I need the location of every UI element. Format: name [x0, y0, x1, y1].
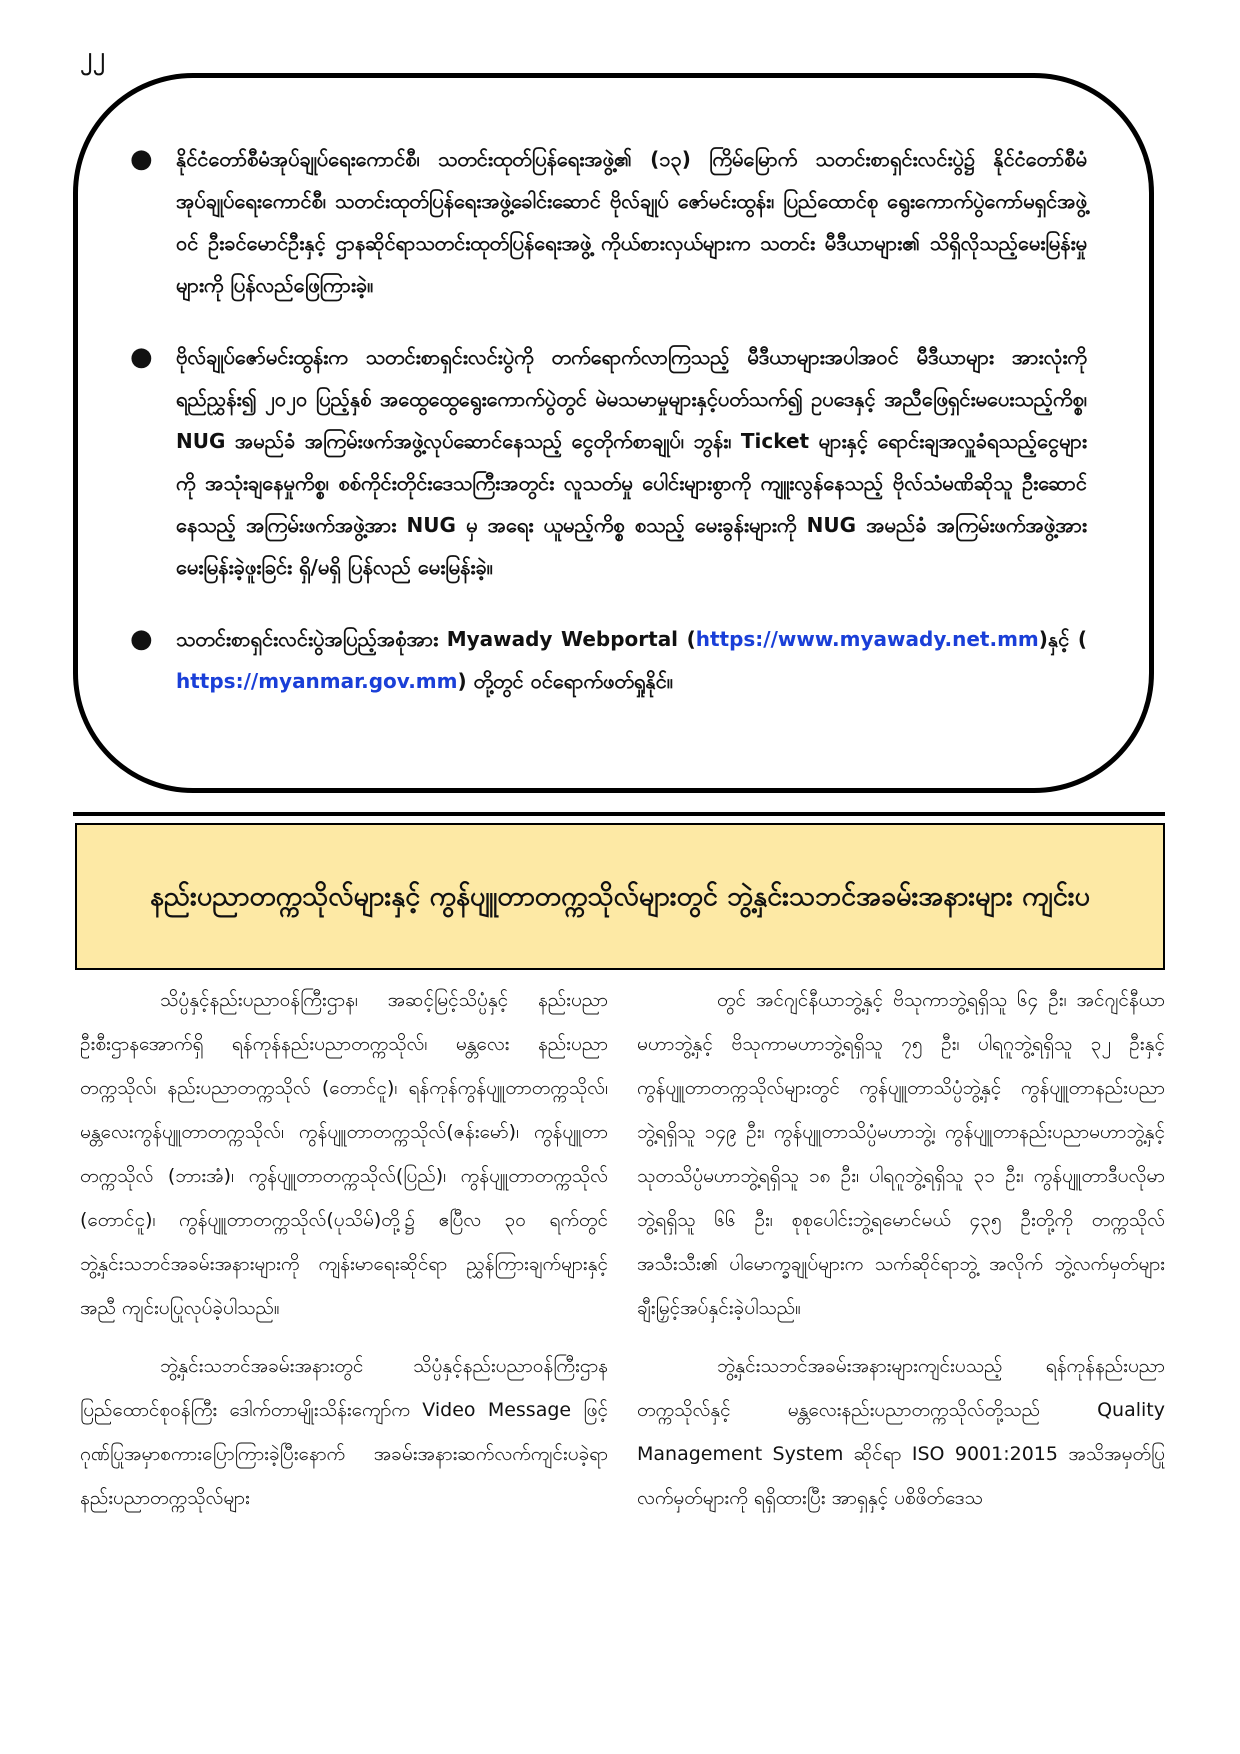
paragraph: သိပ္ပံနှင့်နည်းပညာဝန်ကြီးဌာန၊ အဆင့်မြင့်သိပ္ပံနှင့် နည်းပညာဦးစီးဌာနအောက်ရှိ ရန်ကုန်နည်းပညာတက္ကသိုလ်၊ မန္တလေး နည်းပညာတက္ကသိုလ်၊ နည်းပညာတက္ကသိုလ် (တောင်ငူ)၊ ရန်ကုန်ကွန်ပျူတာတက္ကသိုလ်၊ မန္တလေးကွန်ပျူတာတက္ကသိုလ်၊ ကွန်ပျူတာတက္ကသိုလ်(ဇန်းမော်)၊ ကွန်ပျူတာတက္ကသိုလ် (ဘားအံ)၊ ကွန်ပျူတာတက္ကသိုလ်(ပြည်)၊ ကွန်ပျူတာတက္ကသိုလ် (တောင်ငူ)၊ ကွန်ပျူတာတက္ကသိုလ်(ပုသိမ်)တို့၌ ဧပြီလ ၃၀ ရက်တွင် ဘွဲ့နှင်းသဘင်အခမ်းအနားများကို ကျန်းမာရေးဆိုင်ရာ ညွှန်ကြားချက်များနှင့်အညီ ကျင်းပပြုလုပ်ခဲ့ပါသည်။ [80, 989, 608, 1319]
bullet-text: )နှင့် ( [1038, 627, 1087, 651]
paragraph: တွင် အင်ဂျင်နီယာဘွဲ့နှင့် ဗိသုကာဘွဲ့ရရှိသူ ၆၄ ဦး၊ အင်ဂျင်နီယာမဟာဘွဲ့နှင့် ဗိသုကာမဟာဘွဲ့ရရှိသူ ၇၅ ဦး၊ ပါရဂူဘွဲ့ရရှိသူ ၃၂ ဦးနှင့် ကွန်ပျူတာတက္ကသိုလ်များတွင် ကွန်ပျူတာသိပ္ပံဘွဲ့နှင့် ကွန်ပျူတာနည်းပညာဘွဲ့ရရှိသူ ၁၄၉ ဦး၊ ကွန်ပျူတာသိပ္ပံမဟာဘွဲ့၊ ကွန်ပျူတာနည်းပညာမဟာဘွဲ့နှင့် သုတသိပ္ပံမဟာဘွဲ့ရရှိသူ ၁၈ ဦး၊ ပါရဂူဘွဲ့ရရှိသူ ၃၁ ဦး၊ ကွန်ပျူတာဒီပလိုမာဘွဲ့ရရှိသူ ၆၆ ဦး၊ စုစုပေါင်းဘွဲ့ရမောင်မယ် ၄၃၅ ဦးတို့ကို တက္ကသိုလ်အသီးသီး၏ ပါမောက္ခချုပ်များက သက်ဆိုင်ရာဘွဲ့ အလိုက် ဘွဲ့လက်မှတ်များ ချီးမြှင့်အပ်နှင်းခဲ့ပါသည်။ [637, 989, 1165, 1319]
page-number: ၂၂ [80, 42, 106, 70]
right-column [637, 978, 1165, 1718]
bullet-icon: ● [130, 624, 153, 654]
myawady-link[interactable]: https://www.myawady.net.mm [695, 627, 1039, 651]
bullet-list [130, 138, 1087, 702]
bullet-text: နိုင်ငံတော်စီမံအုပ်ချုပ်ရေးကောင်စီ၊ သတင်းထုတ်ပြန်ရေးအဖွဲ့၏ (၁၃) ကြိမ်မြောက် သတင်းစာရှင်းလင်းပွဲ၌ နိုင်ငံတော်စီမံအုပ်ချုပ်ရေးကောင်စီ၊ သတင်းထုတ်ပြန်ရေးအဖွဲ့ခေါင်းဆောင် ဗိုလ်ချုပ် ဇော်မင်းထွန်း၊ ပြည်ထောင်စု ရွေးကောက်ပွဲကော်မရှင်အဖွဲ့ဝင် ဦးခင်မောင်ဦးနှင့် ဌာနဆိုင်ရာသတင်းထုတ်ပြန်ရေးအဖွဲ့ ကိုယ်စားလှယ်များက သတင်း မီဒီယာများ၏ သိရှိလိုသည့်မေးမြန်းမှုများကို ပြန်လည်ဖြေကြားခဲ့။ [176, 147, 1087, 297]
bullet-text: သတင်းစာရှင်းလင်းပွဲအပြည့်အစုံအား Myawady Webportal ( [176, 627, 696, 651]
paragraph: ဘွဲ့နှင်းသဘင်အခမ်းအနားများကျင်းပသည့် ရန်ကုန်နည်းပညာတက္ကသိုလ်နှင့် မန္တလေးနည်းပညာတက္ကသိုလ်တို့သည် Quality Management System ဆိုင်ရာ ISO 9001:2015 အသိအမှတ်ပြုလက်မှတ်များကို ရရှိထားပြီး အာရှနှင့် ပစိဖိတ်ဒေသ [637, 1355, 1165, 1509]
paragraph: ဘွဲ့နှင်းသဘင်အခမ်းအနားတွင် သိပ္ပံနှင့်နည်းပညာဝန်ကြီးဌာန ပြည်ထောင်စုဝန်ကြီး ဒေါက်တာမျိုးသိန်းကျော်က Video Message ဖြင့် ဂုဏ်ပြုအမှာစကားပြောကြားခဲ့ပြီးနောက် အခမ်းအနားဆက်လက်ကျင်းပခဲ့ရာ နည်းပညာတက္ကသိုလ်များ [80, 1355, 608, 1509]
bullet-icon: ● [130, 342, 153, 372]
info-box [73, 73, 1154, 793]
left-column [80, 978, 608, 1718]
bullet-text: ဗိုလ်ချုပ်ဇော်မင်းထွန်းက သတင်းစာရှင်းလင်းပွဲကို တက်ရောက်လာကြသည့် မီဒီယာများအပါအဝင် မီဒီယာများ အားလုံးကိုရည်ညွှန်း၍ ၂၀၂၀ ပြည့်နှစ် အထွေထွေရွေးကောက်ပွဲတွင် မဲမသမာမှုများနှင့်ပတ်သက်၍ ဥပဒေနှင့် အညီဖြေရှင်းမပေးသည့်ကိစ္စ၊ NUG အမည်ခံ အကြမ်းဖက်အဖွဲ့လုပ်ဆောင်နေသည့် ငွေတိုက်စာချုပ်၊ ဘွန်း၊ Ticket များနှင့် ရောင်းချအလှူခံရသည့်ငွေများကို အသုံးချနေမှုကိစ္စ၊ စစ်ကိုင်းတိုင်းဒေသကြီးအတွင်း လူသတ်မှု ပေါင်းများစွာကို ကျူးလွန်နေသည့် ဗိုလ်သံမဏိဆိုသူ ဦးဆောင်နေသည့် အကြမ်းဖက်အဖွဲ့အား NUG မှ အရေး ယူမည့်ကိစ္စ စသည့် မေးခွန်းများကို NUG အမည်ခံ အကြမ်းဖက်အဖွဲ့အား မေးမြန်းခဲ့ဖူးခြင်း ရှိ/မရှိ ပြန်လည် မေးမြန်းခဲ့။ [176, 345, 1087, 579]
bullet-icon: ● [130, 144, 153, 174]
myanmar-gov-link[interactable]: https://myanmar.gov.mm [176, 669, 458, 693]
bullet-text: ) တို့တွင် ဝင်ရောက်ဖတ်ရှုနိုင်။ [457, 669, 673, 693]
bullet-item [130, 138, 1087, 306]
headline-text: နည်းပညာတက္ကသိုလ်များနှင့် ကွန်ပျူတာတက္ကသိုလ်များတွင် ဘွဲ့နှင်းသဘင်အခမ်းအနားများ ကျင်းပ [149, 880, 1091, 912]
bullet-item [130, 336, 1087, 588]
article-body [80, 978, 1165, 1718]
article-headline [75, 823, 1165, 970]
section-divider [73, 812, 1165, 816]
bullet-item [130, 618, 1087, 702]
